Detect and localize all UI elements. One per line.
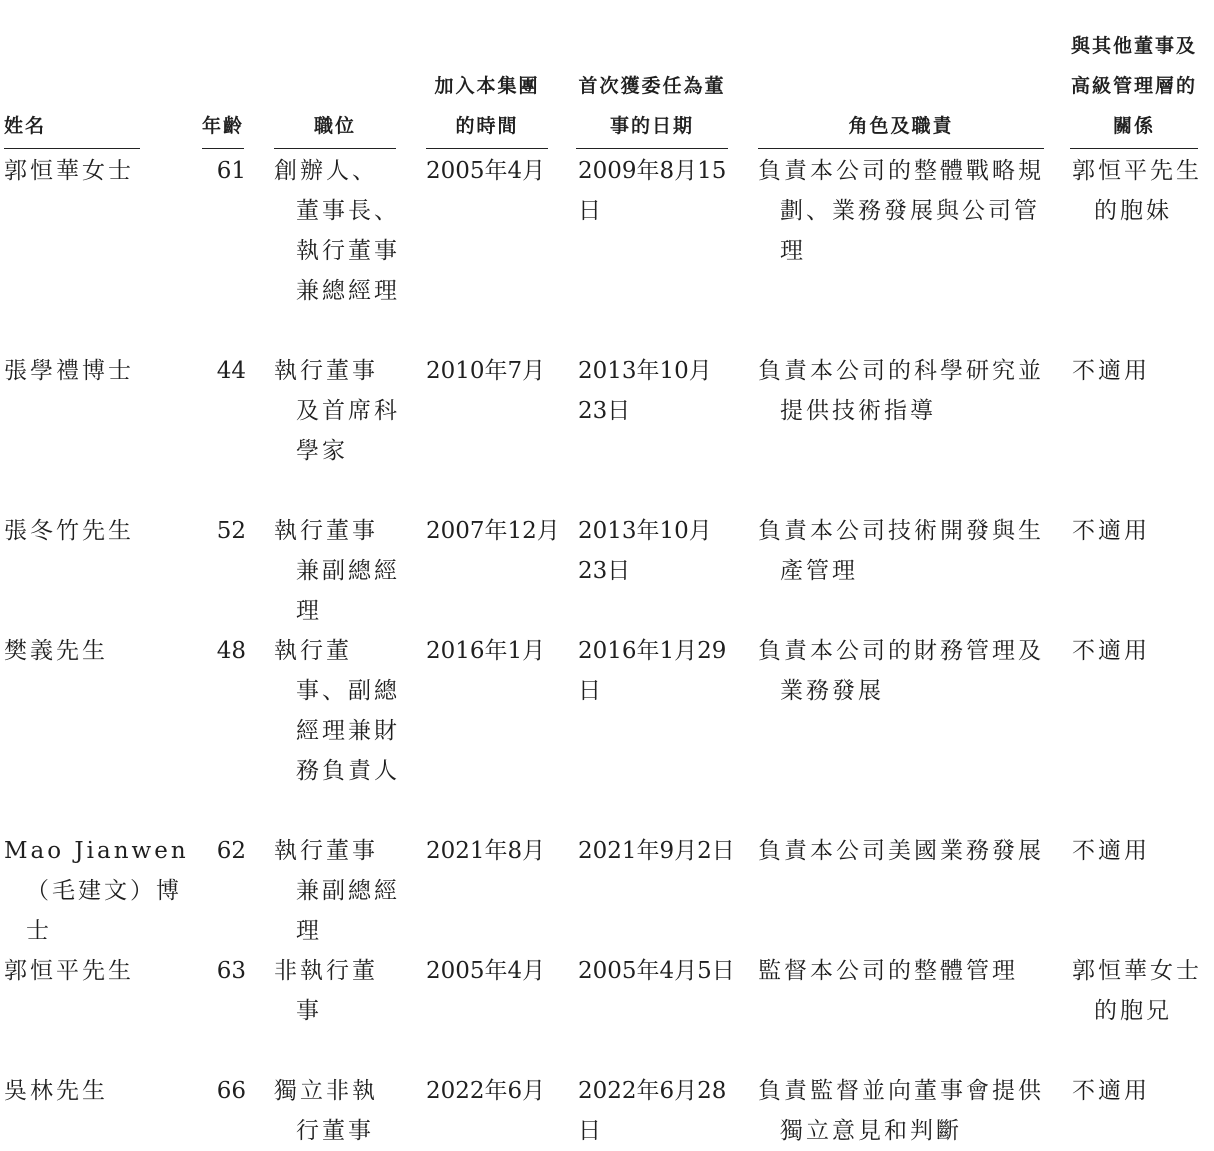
director-appoint-date: 2022年6月28日 xyxy=(578,1078,727,1144)
header-position xyxy=(260,26,410,151)
director-appoint-date: 2005年4月5日 xyxy=(578,958,735,984)
director-relation: 不適用 xyxy=(1072,1078,1150,1104)
director-join-date: 2005年4月 xyxy=(426,158,546,184)
header-relation-label: 與其他董事及高級管理層的關係 xyxy=(1070,26,1198,149)
director-role: 負責本公司的科學研究並提供技術指導 xyxy=(758,358,1044,424)
director-name: 樊義先生 xyxy=(4,638,108,664)
director-position: 非執行董事 xyxy=(274,958,378,1024)
table-row xyxy=(0,351,1214,511)
director-appoint-date: 2013年10月23日 xyxy=(578,518,712,584)
director-name: 張冬竹先生 xyxy=(4,518,134,544)
director-role: 負責監督並向董事會提供獨立意見和判斷 xyxy=(758,1078,1044,1144)
director-age: 66 xyxy=(216,1078,246,1104)
director-age: 52 xyxy=(216,518,246,544)
director-role: 負責本公司的財務管理及業務發展 xyxy=(758,638,1044,704)
director-age: 44 xyxy=(216,358,246,384)
director-appoint-date: 2016年1月29日 xyxy=(578,638,727,704)
director-appoint-date: 2013年10月23日 xyxy=(578,358,712,424)
header-position-label: 職位 xyxy=(274,106,396,149)
director-position: 獨立非執行董事 xyxy=(274,1078,378,1144)
director-age: 62 xyxy=(216,838,246,864)
header-age-label: 年齡 xyxy=(202,106,244,149)
director-role: 負責本公司美國業務發展 xyxy=(758,838,1044,864)
director-appoint-date: 2021年9月2日 xyxy=(578,838,735,864)
director-name: 郭恒平先生 xyxy=(4,958,134,984)
header-name-label: 姓名 xyxy=(4,106,140,149)
director-join-date: 2005年4月 xyxy=(426,958,546,984)
director-age: 48 xyxy=(216,638,246,664)
director-relation: 不適用 xyxy=(1072,358,1150,384)
header-join-date xyxy=(410,26,560,151)
director-name: Mao Jianwen（毛建文）博士 xyxy=(4,838,189,944)
director-relation: 不適用 xyxy=(1072,518,1150,544)
header-role xyxy=(740,26,1056,151)
director-relation: 郭恒平先生的胞妹 xyxy=(1072,158,1202,224)
director-age: 61 xyxy=(216,158,246,184)
director-join-date: 2022年6月 xyxy=(426,1078,546,1104)
director-position: 執行董事兼副總經理 xyxy=(274,518,400,624)
director-position: 執行董事及首席科學家 xyxy=(274,358,400,464)
director-relation: 不適用 xyxy=(1072,838,1150,864)
director-join-date: 2007年12月 xyxy=(426,518,560,544)
header-age xyxy=(190,26,260,151)
table-row xyxy=(0,511,1214,631)
director-join-date: 2016年1月 xyxy=(426,638,546,664)
director-age: 63 xyxy=(216,958,246,984)
header-appoint-date-label: 首次獲委任為董事的日期 xyxy=(576,66,728,149)
header-join-date-label: 加入本集團的時間 xyxy=(426,66,548,149)
director-join-date: 2021年8月 xyxy=(426,838,546,864)
header-relation xyxy=(1056,26,1214,151)
director-name: 郭恒華女士 xyxy=(4,158,134,184)
table-row xyxy=(0,631,1214,831)
header-role-label: 角色及職責 xyxy=(758,106,1044,149)
director-position: 創辦人、董事長、執行董事兼總經理 xyxy=(274,158,400,304)
header-appoint-date xyxy=(560,26,740,151)
director-role: 負責本公司的整體戰略規劃、業務發展與公司管理 xyxy=(758,158,1044,264)
directors-table xyxy=(0,26,1214,1151)
director-role: 監督本公司的整體管理 xyxy=(758,958,1018,984)
table-row xyxy=(0,831,1214,951)
director-name: 吳林先生 xyxy=(4,1078,108,1104)
director-relation: 郭恒華女士的胞兄 xyxy=(1072,958,1202,1024)
header-name xyxy=(0,26,190,151)
director-name: 張學禮博士 xyxy=(4,358,134,384)
director-position: 執行董事兼副總經理 xyxy=(274,838,400,944)
director-join-date: 2010年7月 xyxy=(426,358,546,384)
table-row xyxy=(0,151,1214,351)
table-row xyxy=(0,951,1214,1071)
director-role: 負責本公司技術開發與生產管理 xyxy=(758,518,1044,584)
director-appoint-date: 2009年8月15日 xyxy=(578,158,727,224)
header-row xyxy=(0,26,1214,151)
table-row xyxy=(0,1071,1214,1151)
director-relation: 不適用 xyxy=(1072,638,1150,664)
director-position: 執行董事、副總經理兼財務負責人 xyxy=(274,638,400,784)
